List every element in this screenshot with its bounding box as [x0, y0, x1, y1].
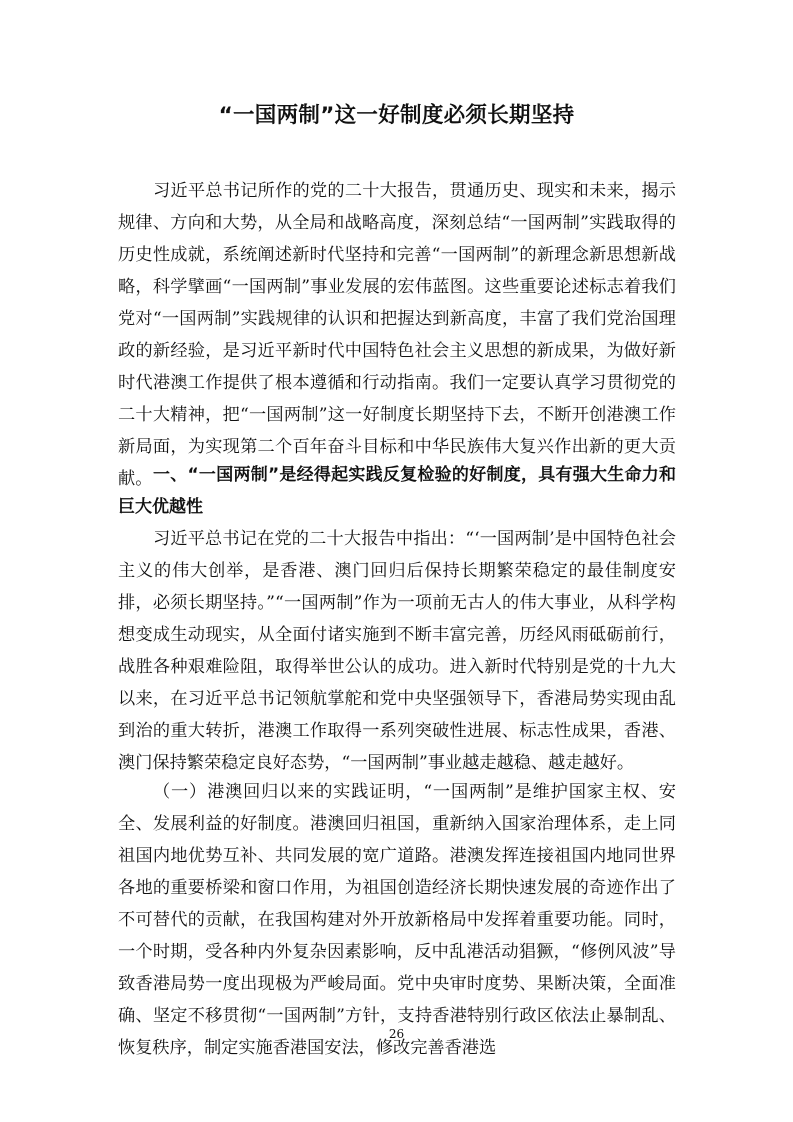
section-heading: 一、“一国两制”是经得起实践反复检验的好制度，具有强大生命力和巨大优越性 [118, 465, 676, 517]
page-number: 26 [388, 1027, 405, 1041]
intro-paragraph: 习近平总书记所作的党的二十大报告，贯通历史、现实和未来，揭示规律、方向和大势，从全局和战略高度，深刻总结“一国两制”实践取得的历史性成就，系统阐述新时代坚持和完善“一国两制”的新理念新思想新战略，科学擘画“一国两制”事业发展的宏伟蓝图。这些重要论述标志着我们党对“一国两制”实践规律的认识和把握达到新高度，丰富了我们党治国理政的新经验，是习近平新时代中国特色社会主义思想的新成果，为做好新时代港澳工作提供了根本遵循和行动指南。我们一定要认真学习贯彻党的二十大精神，把“一国两制”这一好制度长期坚持下去，不断开创港澳工作新局面，为实现第二个百年奋斗目标和中华民族伟大复兴作出新的更大贡献。 [118, 181, 676, 489]
body-paragraph: 习近平总书记在党的二十大报告中指出：“‘一国两制’是中国特色社会主义的伟大创举，是香港、澳门回归后保持长期繁荣稳定的最佳制度安排，必须长期坚持。”“一国两制”作为一项前无古人的伟大事业，从科学构想变成生动现实，从全面付诸实施到不断丰富完善，历经风雨砥砺前行，战胜各种艰难险阻，取得举世公认的成功。进入新时代特别是党的十九大以来，在习近平总书记领航掌舵和党中央坚强领导下，香港局势实现由乱到治的重大转折，港澳工作取得一系列突破性进展、标志性成果，香港、澳门保持繁荣稳定良好态势，“一国两制”事业越走越稳、越走越好。 [118, 529, 676, 773]
document-title: “一国两制”这一好制度必须长期坚持 [218, 103, 575, 128]
subsection-paragraph: （一）港澳回归以来的实践证明，“一国两制”是维护国家主权、安全、发展利益的好制度。港澳回归祖国，重新纳入国家治理体系，走上同祖国内地优势互补、共同发展的宽广道路。港澳发挥连接祖国内地同世界各地的重要桥梁和窗口作用，为祖国创造经济长期快速发展的奇迹作出了不可替代的贡献，在我国构建对外开放新格局中发挥着重要功能。同时，一个时期，受各种内外复杂因素影响，反中乱港活动猖獗，“修例风波”导致香港局势一度出现极为严峻局面。党中央审时度势、果断决策，全面准确、坚定不移贯彻“一国两制”方针，支持香港特别行政区依法止暴制乱、恢复秩序，制定实施香港国安法，修改完善香港选 [118, 782, 676, 1058]
